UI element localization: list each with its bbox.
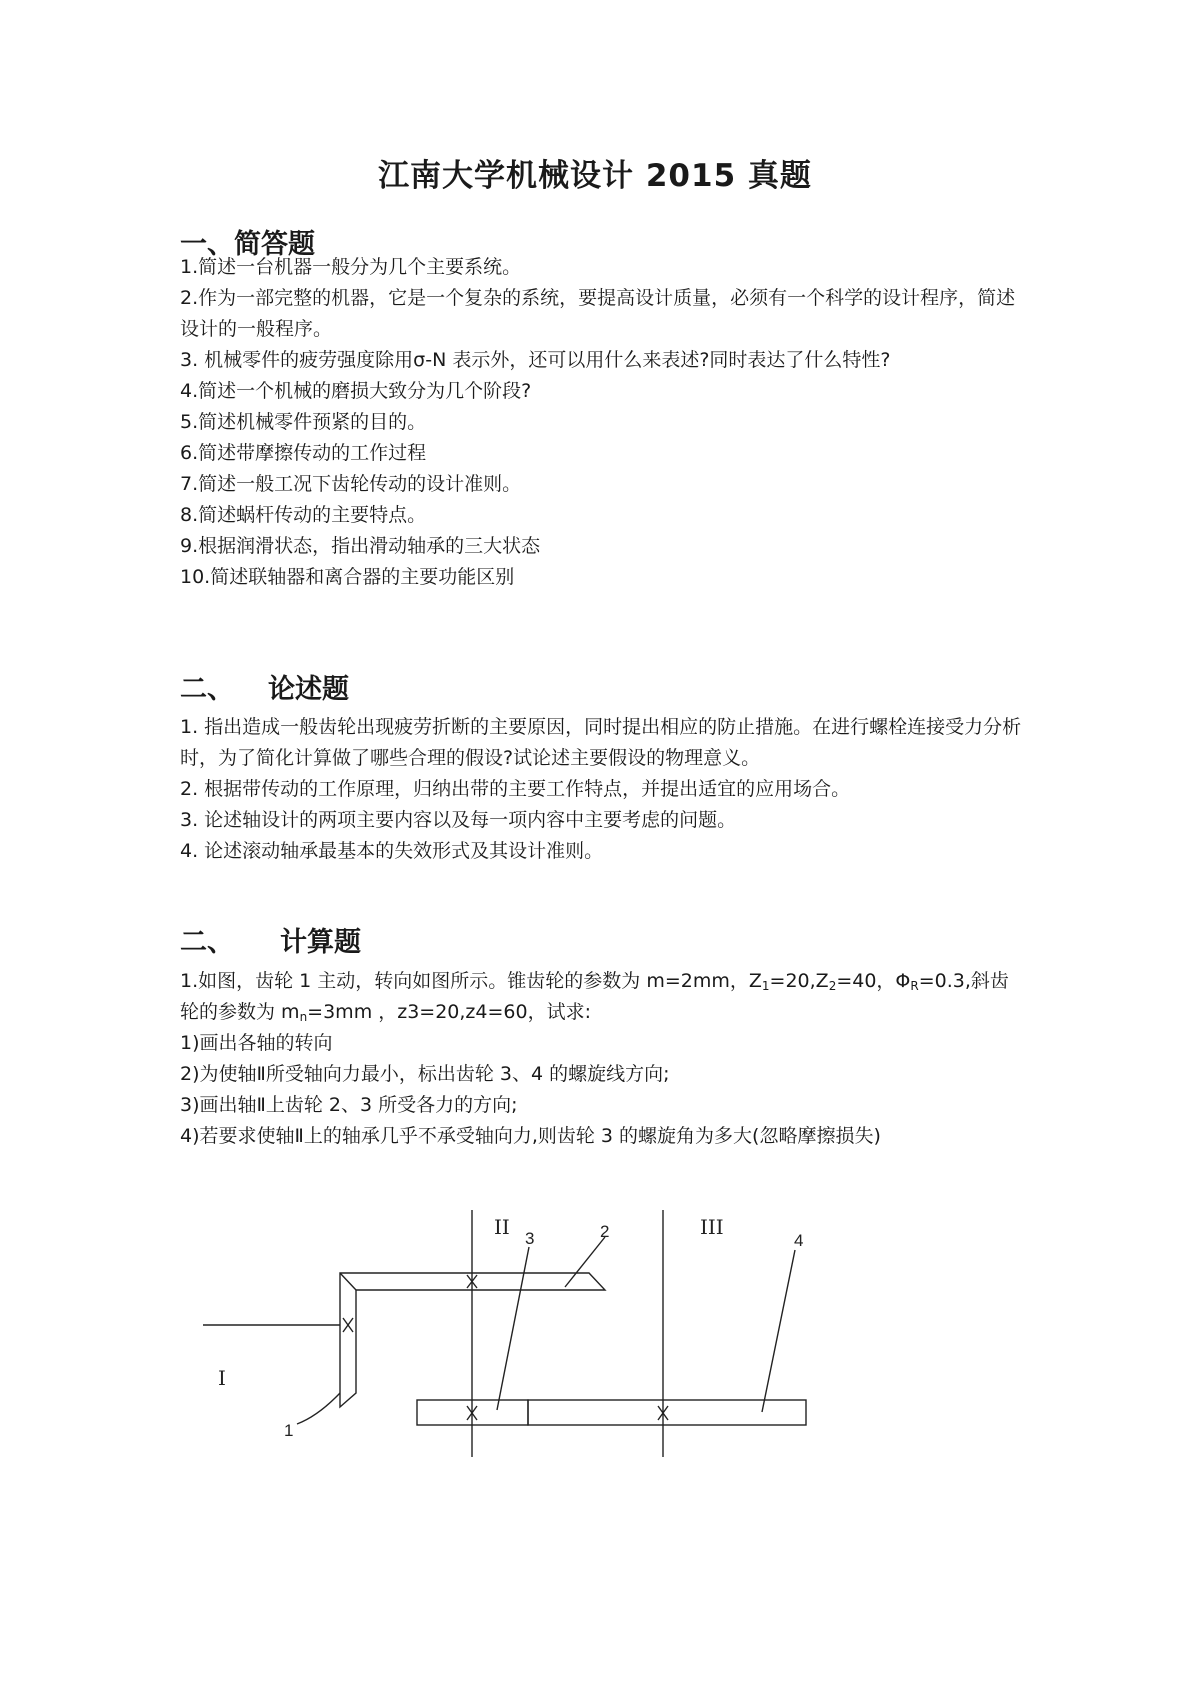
question-item: 4.简述一个机械的磨损大致分为几个阶段? [180,380,532,402]
section-title: 论述题 [268,674,349,705]
shaft-label-3: III [700,1215,724,1239]
gear-label-4: 4 [794,1231,804,1250]
section-heading-calculation [180,920,361,959]
shaft-label-2: II [494,1215,510,1239]
question-item: 2.作为一部完整的机器，它是一个复杂的系统，要提高设计质量，必须有一个科学的设计程序，简述设计的一般程序。 [180,287,1016,340]
leader-line-4 [762,1250,795,1412]
question-item: 4. 论述滚动轴承最基本的失效形式及其设计准则。 [180,840,604,862]
section-title: 计算题 [280,927,361,958]
mesh-mark [343,1318,353,1332]
task-item: 1)画出各轴的转向 [180,1032,333,1054]
short-answer-list [180,252,1025,593]
question-item: 6.简述带摩擦传动的工作过程 [180,442,427,464]
page-title: 江南大学机械设计 2015 真题 [378,158,812,194]
question-item: 10.简述联轴器和离合器的主要功能区别 [180,566,515,588]
gear-train-diagram [0,1180,1190,1480]
task-item: 2)为使轴Ⅱ所受轴向力最小，标出齿轮 3、4 的螺旋线方向; [180,1063,670,1085]
task-item: 3)画出轴Ⅱ上齿轮 2、3 所受各力的方向; [180,1094,518,1116]
section-heading-essay [180,667,349,706]
question-item: 7.简述一般工况下齿轮传动的设计准则。 [180,473,522,495]
question-item: 5.简述机械零件预紧的目的。 [180,411,427,433]
leader-line-3b [497,1247,529,1410]
gear-label-2: 2 [600,1222,610,1241]
question-item: 3. 论述轴设计的两项主要内容以及每一项内容中主要考虑的问题。 [180,809,737,831]
section-heading-short-answer: 一、简答题 [180,229,315,260]
section-number: 二、 [180,927,234,958]
gear-label-1: 1 [284,1421,294,1440]
question-item: 2. 根据带传动的工作原理，归纳出带的主要工作特点，并提出适宜的应用场合。 [180,778,851,800]
leader-line-1 [297,1393,340,1424]
leader-line-2 [565,1237,605,1287]
question-item: 1. 指出造成一般齿轮出现疲劳折断的主要原因，同时提出相应的防止措施。在进行螺栓连接受力分析时，为了简化计算做了哪些合理的假设?试论述主要假设的物理意义。 [180,716,1022,769]
question-item: 3. 机械零件的疲劳强度除用σ-N 表示外，还可以用什么来表述?同时表达了什么特性? [180,349,891,371]
task-item: 4)若要求使轴Ⅱ上的轴承几乎不承受轴向力,则齿轮 3 的螺旋角为多大(忽略摩擦损失) [180,1125,881,1147]
shaft-label-1: I [218,1366,226,1390]
gear-label-3: 3 [525,1229,535,1248]
section-number: 二、 [180,674,234,705]
calculation-problem [180,966,1025,1152]
question-item: 1.简述一台机器一般分为几个主要系统。 [180,256,522,278]
bevel-gear-fold-line [340,1273,356,1290]
question-item: 9.根据润滑状态，指出滑动轴承的三大状态 [180,535,541,557]
question-item: 8.简述蜗杆传动的主要特点。 [180,504,427,526]
problem-intro: 1.如图，齿轮 1 主动，转向如图所示。锥齿轮的参数为 m=2mm，$Z_1=20,Z_2=40$，$\Phi_R=0.3$,斜齿轮的参数为 $m_n=3mm$ ，z3=20,z4=60，试求: [180,970,1009,1024]
essay-list [180,712,1025,867]
